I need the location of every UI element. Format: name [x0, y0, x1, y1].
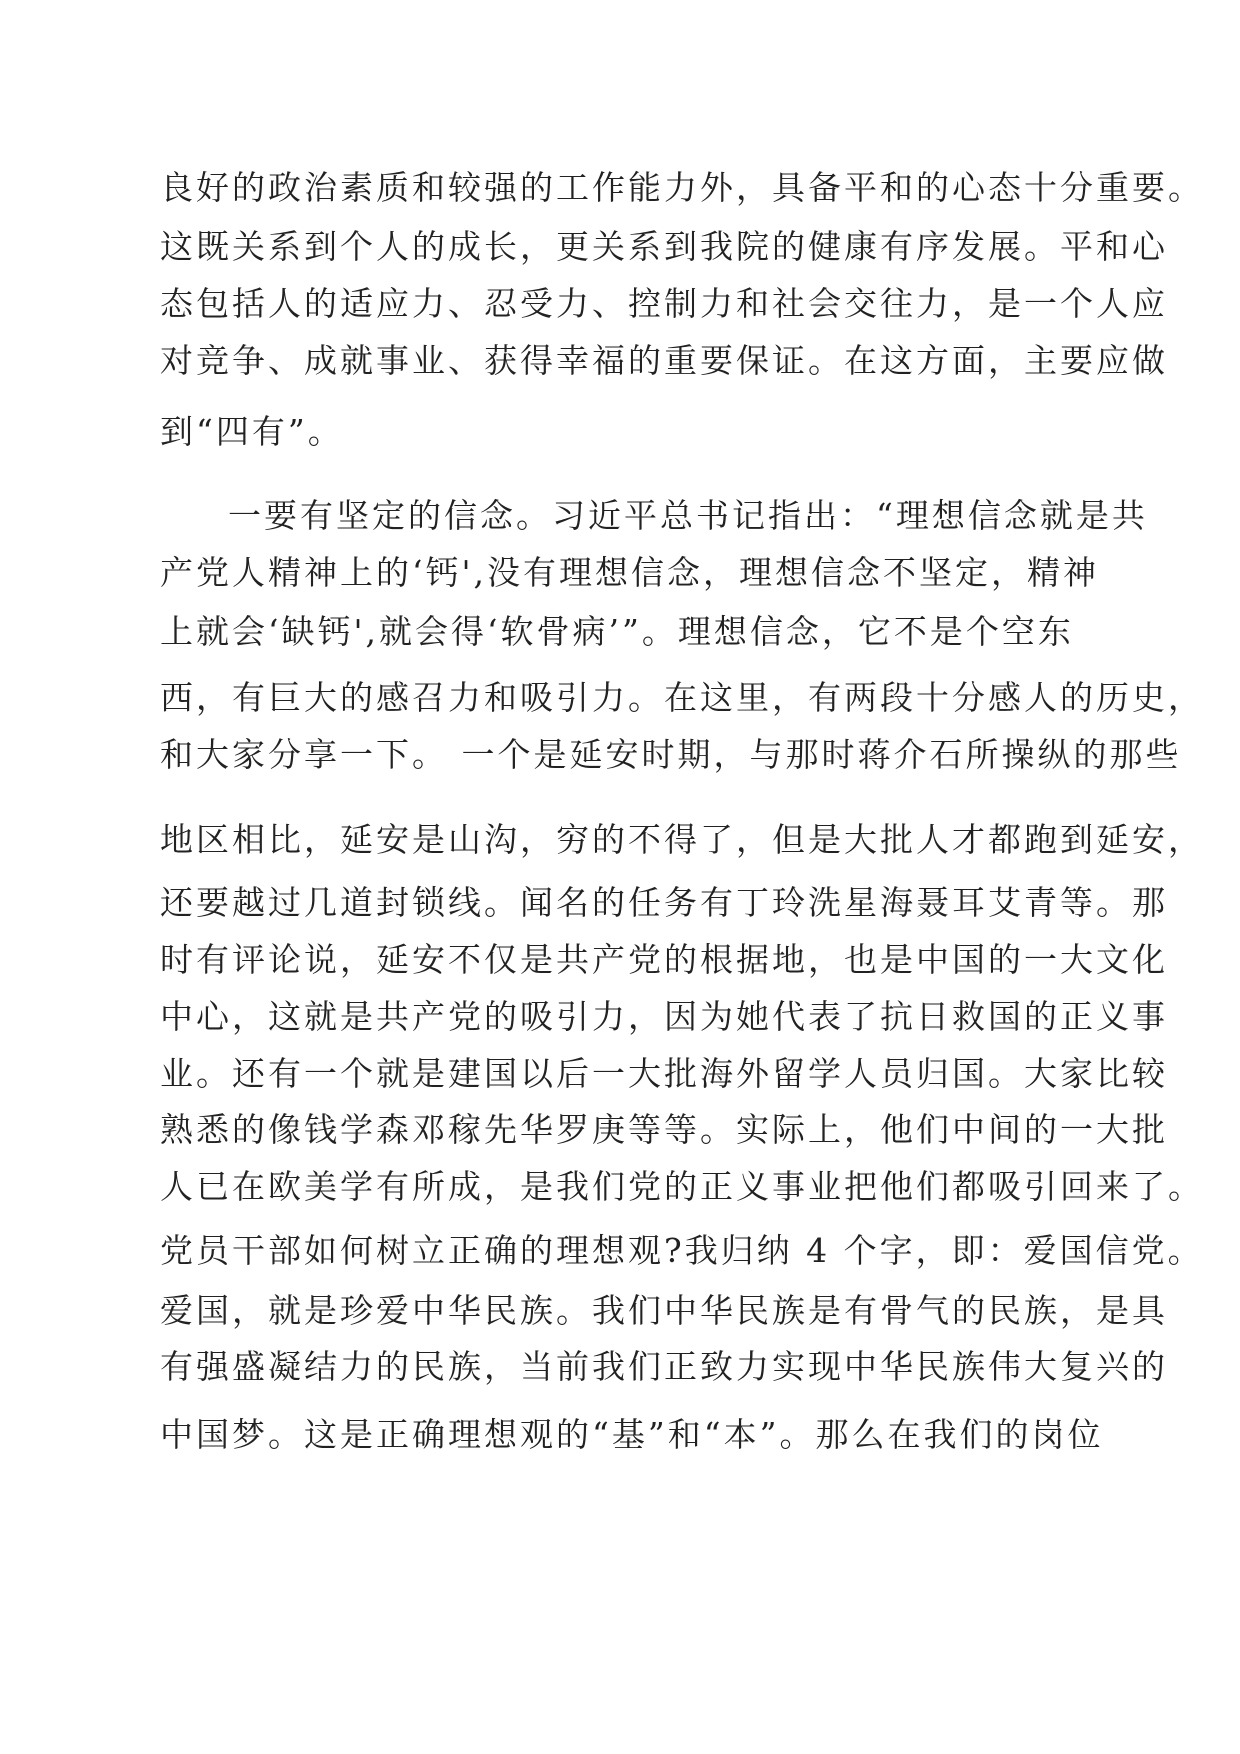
text-line: 熟悉的像钱学森邓稼先华罗庚等等。实际上，他们中间的一大批: [160, 1110, 1168, 1149]
text-line: 地区相比，延安是山沟，穷的不得了，但是大批人才都跑到延安，: [160, 820, 1204, 859]
text-line: 时有评论说，延安不仅是共产党的根据地，也是中国的一大文化: [160, 940, 1168, 979]
text-line: 这既关系到个人的成长，更关系到我院的健康有序发展。平和心: [160, 227, 1168, 266]
text-line: 西，有巨大的感召力和吸引力。在这里，有两段十分感人的历史，: [160, 678, 1204, 717]
text-line: 良好的政治素质和较强的工作能力外，具备平和的心态十分重要。: [160, 168, 1204, 207]
paragraph-first-line: 一要有坚定的信念。习近平总书记指出：“理想信念就是共: [228, 496, 1148, 535]
text-line: 和大家分享一下。 一个是延安时期，与那时蒋介石所操纵的那些: [160, 735, 1182, 774]
text-line: 人已在欧美学有所成，是我们党的正义事业把他们都吸引回来了。: [160, 1167, 1204, 1206]
text-line: 上就会‘缺钙',就会得‘软骨病’”。理想信念，它不是个空东: [160, 612, 1074, 651]
text-line: 中国梦。这是正确理想观的“基”和“本”。那么在我们的岗位: [160, 1415, 1104, 1454]
text-line: 对竞争、成就事业、获得幸福的重要保证。在这方面，主要应做: [160, 341, 1168, 380]
text-line: 还要越过几道封锁线。闻名的任务有丁玲洗星海聂耳艾青等。那: [160, 883, 1168, 922]
text-line: 到“四有”。: [160, 412, 344, 451]
text-line: 党员干部如何树立正确的理想观?我归纳 4 个字，即：爱国信党。: [160, 1231, 1204, 1270]
text-line: 中心，这就是共产党的吸引力，因为她代表了抗日救国的正义事: [160, 997, 1168, 1036]
text-line: 爱国，就是珍爱中华民族。我们中华民族是有骨气的民族，是具: [160, 1291, 1168, 1330]
text-line: 业。还有一个就是建国以后一大批海外留学人员归国。大家比较: [160, 1054, 1168, 1093]
text-line: 产党人精神上的‘钙',没有理想信念，理想信念不坚定，精神: [160, 553, 1100, 592]
text-line: 有强盛凝结力的民族，当前我们正致力实现中华民族伟大复兴的: [160, 1347, 1168, 1386]
text-line: 态包括人的适应力、忍受力、控制力和社会交往力，是一个人应: [160, 284, 1168, 323]
